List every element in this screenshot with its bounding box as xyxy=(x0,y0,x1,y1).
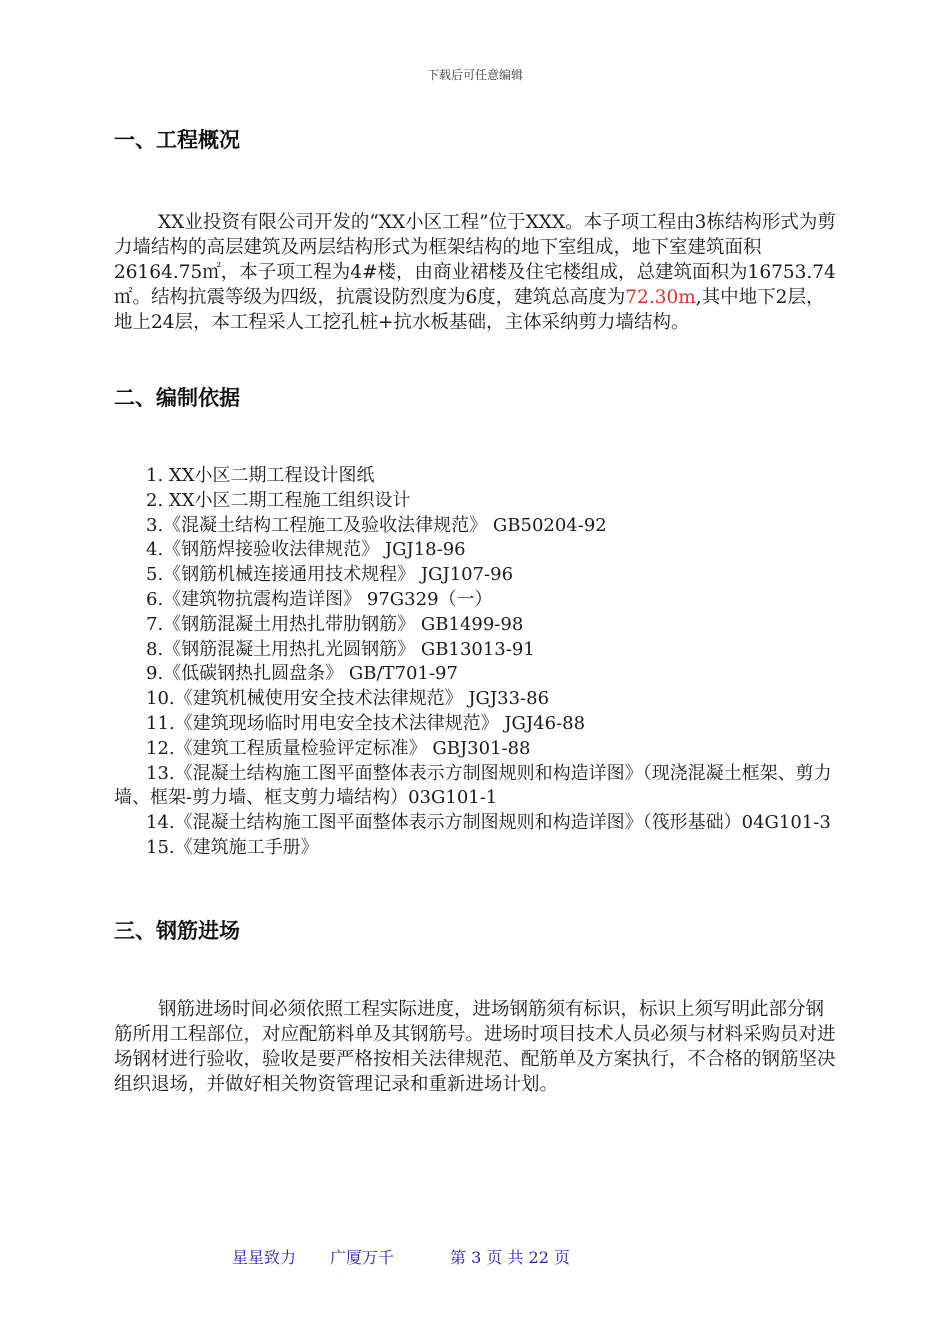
overview-text-after: ,其中地下2层，地上24层，本工程采人工挖孔桩+抗水板基础，主体采纳剪力墙结构。 xyxy=(114,287,825,333)
list-item: 12.《建筑工程质量检验评定标准》 GBJ301-88 xyxy=(146,737,531,759)
list-item: 13.《混凝土结构施工图平面整体表示方制图规则和构造详图》（现浇混凝土框架、剪力墙、框架-剪力墙、框支剪力墙结构）03G101-1 xyxy=(114,762,832,809)
list-item: 14.《混凝土结构施工图平面整体表示方制图规则和构造详图》（筏形基础）04G101-3 xyxy=(146,812,831,834)
list-item: 6.《建筑物抗震构造详图》 97G329（一） xyxy=(146,588,493,610)
section-heading-overview: 一、工程概况 xyxy=(114,128,240,152)
list-item: 5.《钢筋机械连接通用技术规程》 JGJ107-96 xyxy=(146,564,514,586)
list-item: 4.《钢筋焊接验收法律规范》 JGJ18-96 xyxy=(146,539,466,561)
list-item: 2. XX小区二期工程施工组织设计 xyxy=(146,489,411,511)
footer-slogan-left: 星星致力 xyxy=(232,1248,297,1267)
page-number: 第 3 页 共 22 页 xyxy=(450,1248,570,1267)
section-heading-rebar-entry: 三、钢筋进场 xyxy=(114,919,240,943)
list-item: 3.《混凝土结构工程施工及验收法律规范》 GB50204-92 xyxy=(146,514,607,536)
reference-list xyxy=(114,464,838,861)
footer-slogan-middle: 广厦万千 xyxy=(330,1248,395,1267)
list-item: 1. XX小区二期工程设计图纸 xyxy=(146,465,375,486)
overview-text-before: XX业投资有限公司开发的“XX小区工程”位于XXX。本子项工程由3栋结构形式为剪力墙结构的高层建筑及两层结构形式为框架结构的地下室组成，地下室建筑面积26164.75㎡，本子项工程为4#楼，由商业裙楼及住宅楼组成，总建筑面积为16753.74㎡。结构抗震等级为四级，抗震设防烈度为6度，建筑总高度为 xyxy=(114,212,836,308)
list-item: 11.《建筑现场临时用电安全技术法律规范》 JGJ46-88 xyxy=(146,712,586,734)
list-item: 7.《钢筋混凝土用热扎带肋钢筋》 GB1499-98 xyxy=(146,613,524,635)
list-item: 10.《建筑机械使用安全技术法律规范》 JGJ33-86 xyxy=(146,688,550,710)
list-item: 8.《钢筋混凝土用热扎光圆钢筋》 GB13013-91 xyxy=(146,638,535,660)
building-height-value: 72.30m xyxy=(625,287,696,308)
rebar-entry-paragraph: 钢筋进场时间必须依照工程实际进度，进场钢筋须有标识，标识上须写明此部分钢筋所用工程部位，对应配筋料单及其钢筋号。进场时项目技术人员必须与材料采购员对进场钢材进行验收，验收是要严格按相关法律规范、配筋单及方案执行，不合格的钢筋坚决组织退场，并做好相关物资管理记录和重新进场计划。 xyxy=(114,999,836,1095)
list-item: 15.《建筑施工手册》 xyxy=(146,836,319,858)
page-header-note: 下载后可任意编辑 xyxy=(426,68,523,82)
overview-paragraph xyxy=(114,210,838,335)
section-heading-basis: 二、编制依据 xyxy=(114,386,240,410)
list-item: 9.《低碳钢热扎圆盘条》 GB/T701-97 xyxy=(146,663,458,685)
